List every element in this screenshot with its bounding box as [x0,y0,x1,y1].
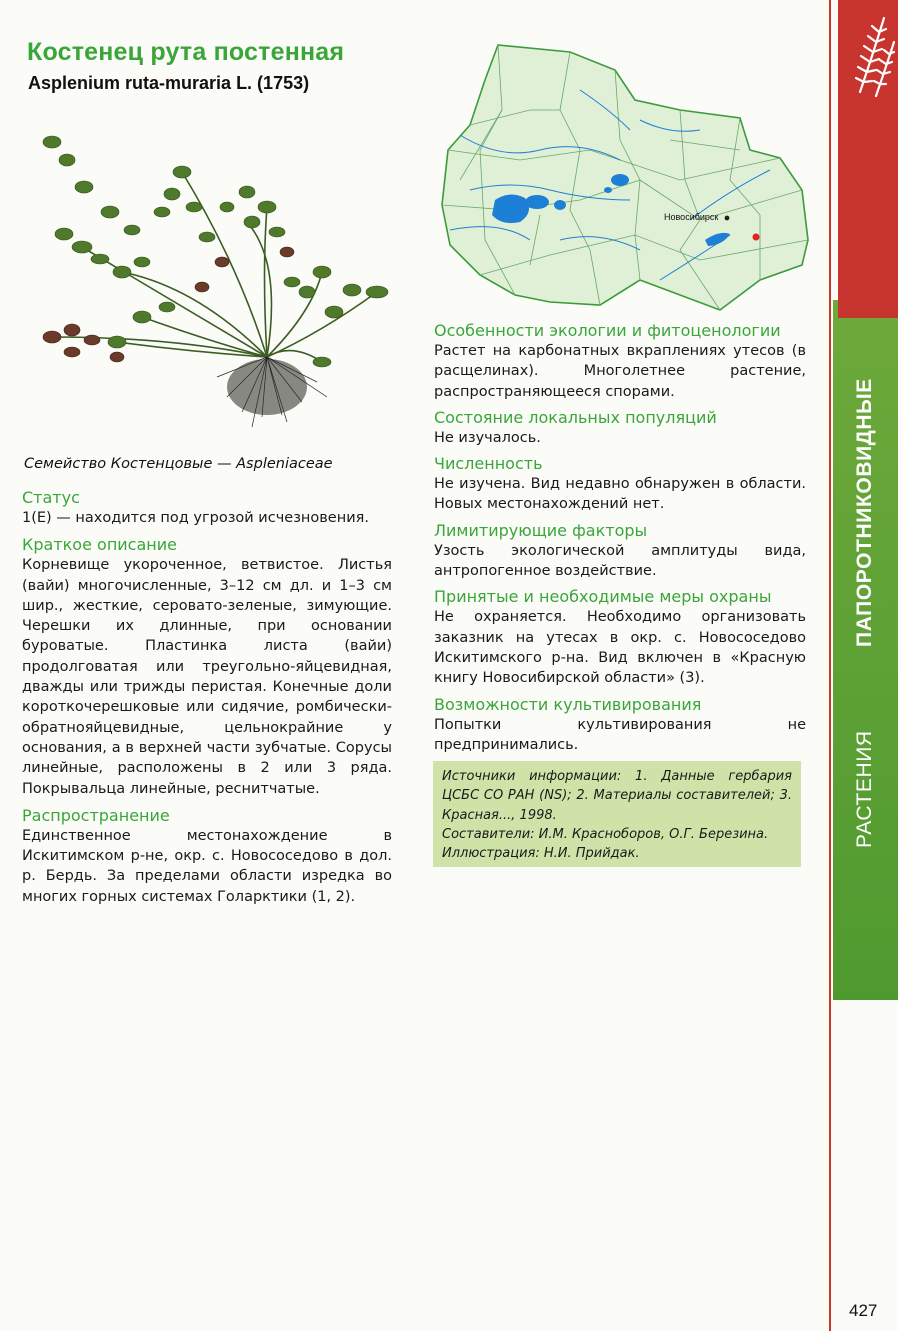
illustration-line: Иллюстрация: Н.И. Прийдак. [442,846,640,862]
city-label: Новосибирск [664,212,719,222]
section-text: Корневище укороченное, ветвистое. Листья (вайи) многочисленные, 3–12 см дл. и 1–3 см шир., жесткие, серовато-зеленые, зимующие. Черешки их длинные, при основании буроватые. Пластинка листа (вайи) продолговатая или треугольно-яйцевидная, дважды или трижды перистая. Конечные доли короткочерешковые или сидячие, ромбически-обратнояйцевидные, цельнокрайние у основания, а в верхней части зубчатые. Сорусы линейные, расположены в 2 или 3 ряда. Покрывальца линейные, реснитчатые. [22,557,392,797]
distribution-map [440,40,812,315]
page-edge-line [829,0,831,1331]
sidebar-category-label: ПАПОРОТНИКОВИДНЫЕ [853,378,876,647]
page-title: Костенец рута постенная [27,38,345,66]
sidebar-kingdom-label: РАСТЕНИЯ [853,730,876,848]
section-heading: Состояние локальных популяций [434,407,717,427]
sources-line: Источники информации: 1. Данные гербария ЦСБС СО РАН (NS); 2. Материалы составителей; 3. Красная..., 1998. [442,769,792,823]
right-column [434,321,806,761]
section-text: Узость экологической амплитуды вида, антропогенное воздействие. [434,542,806,580]
section-heading: Статус [22,488,80,507]
section-heading: Численность [434,454,543,474]
section-text: Не охраняется. Необходимо организовать заказник на утесах в окр. с. Новососедово Искитимского р-на. Вид включен в «Красную книгу Новосибирской области» (3). [434,609,806,687]
fern-illustration [22,112,402,442]
section-heading: Краткое описание [22,535,177,555]
section-heading: Особенности экологии и фитоценологии [434,321,781,340]
latin-author: L. (1753) [236,73,310,93]
latin-name [28,73,309,94]
section-text: Растет на карбонатных вкраплениях утесов (в расщелинах). Многолетнее растение, распространяющееся спорами. [434,343,806,400]
city-marker [725,216,730,221]
section-text: Не изучена. Вид недавно обнаружен в области. Новых местонахождений нет. [434,476,806,513]
authors-line: Составители: И.М. Красноборов, О.Г. Березина. [442,826,769,842]
family-label: Семейство Костенцовые — [24,456,237,472]
sources-box [433,761,801,867]
family-latin: Aspleniaceae [236,456,333,472]
locality-marker [753,234,760,241]
fern-logo-icon [850,12,898,102]
family-caption [24,456,333,472]
latin-genus-species: Asplenium ruta-muraria [28,73,232,93]
section-text: 1(Е) — находится под угрозой исчезновения. [22,510,369,526]
section-text: Единственное местонахождение в Искитимском р-не, окр. с. Новососедово в дол. р. Бердь. За пределами области изредка во многих горных системах Голарктики (1, 2). [22,827,392,905]
left-column [22,488,392,914]
section-heading: Распространение [22,805,170,825]
section-heading: Возможности культивирования [434,694,702,714]
section-text: Попытки культивирования не предпринимались. [434,716,806,753]
page-number: 427 [849,1301,878,1320]
section-heading: Принятые и необходимые меры охраны [434,587,772,607]
section-heading: Лимитирующие факторы [434,520,648,540]
section-text: Не изучалось. [434,429,541,446]
